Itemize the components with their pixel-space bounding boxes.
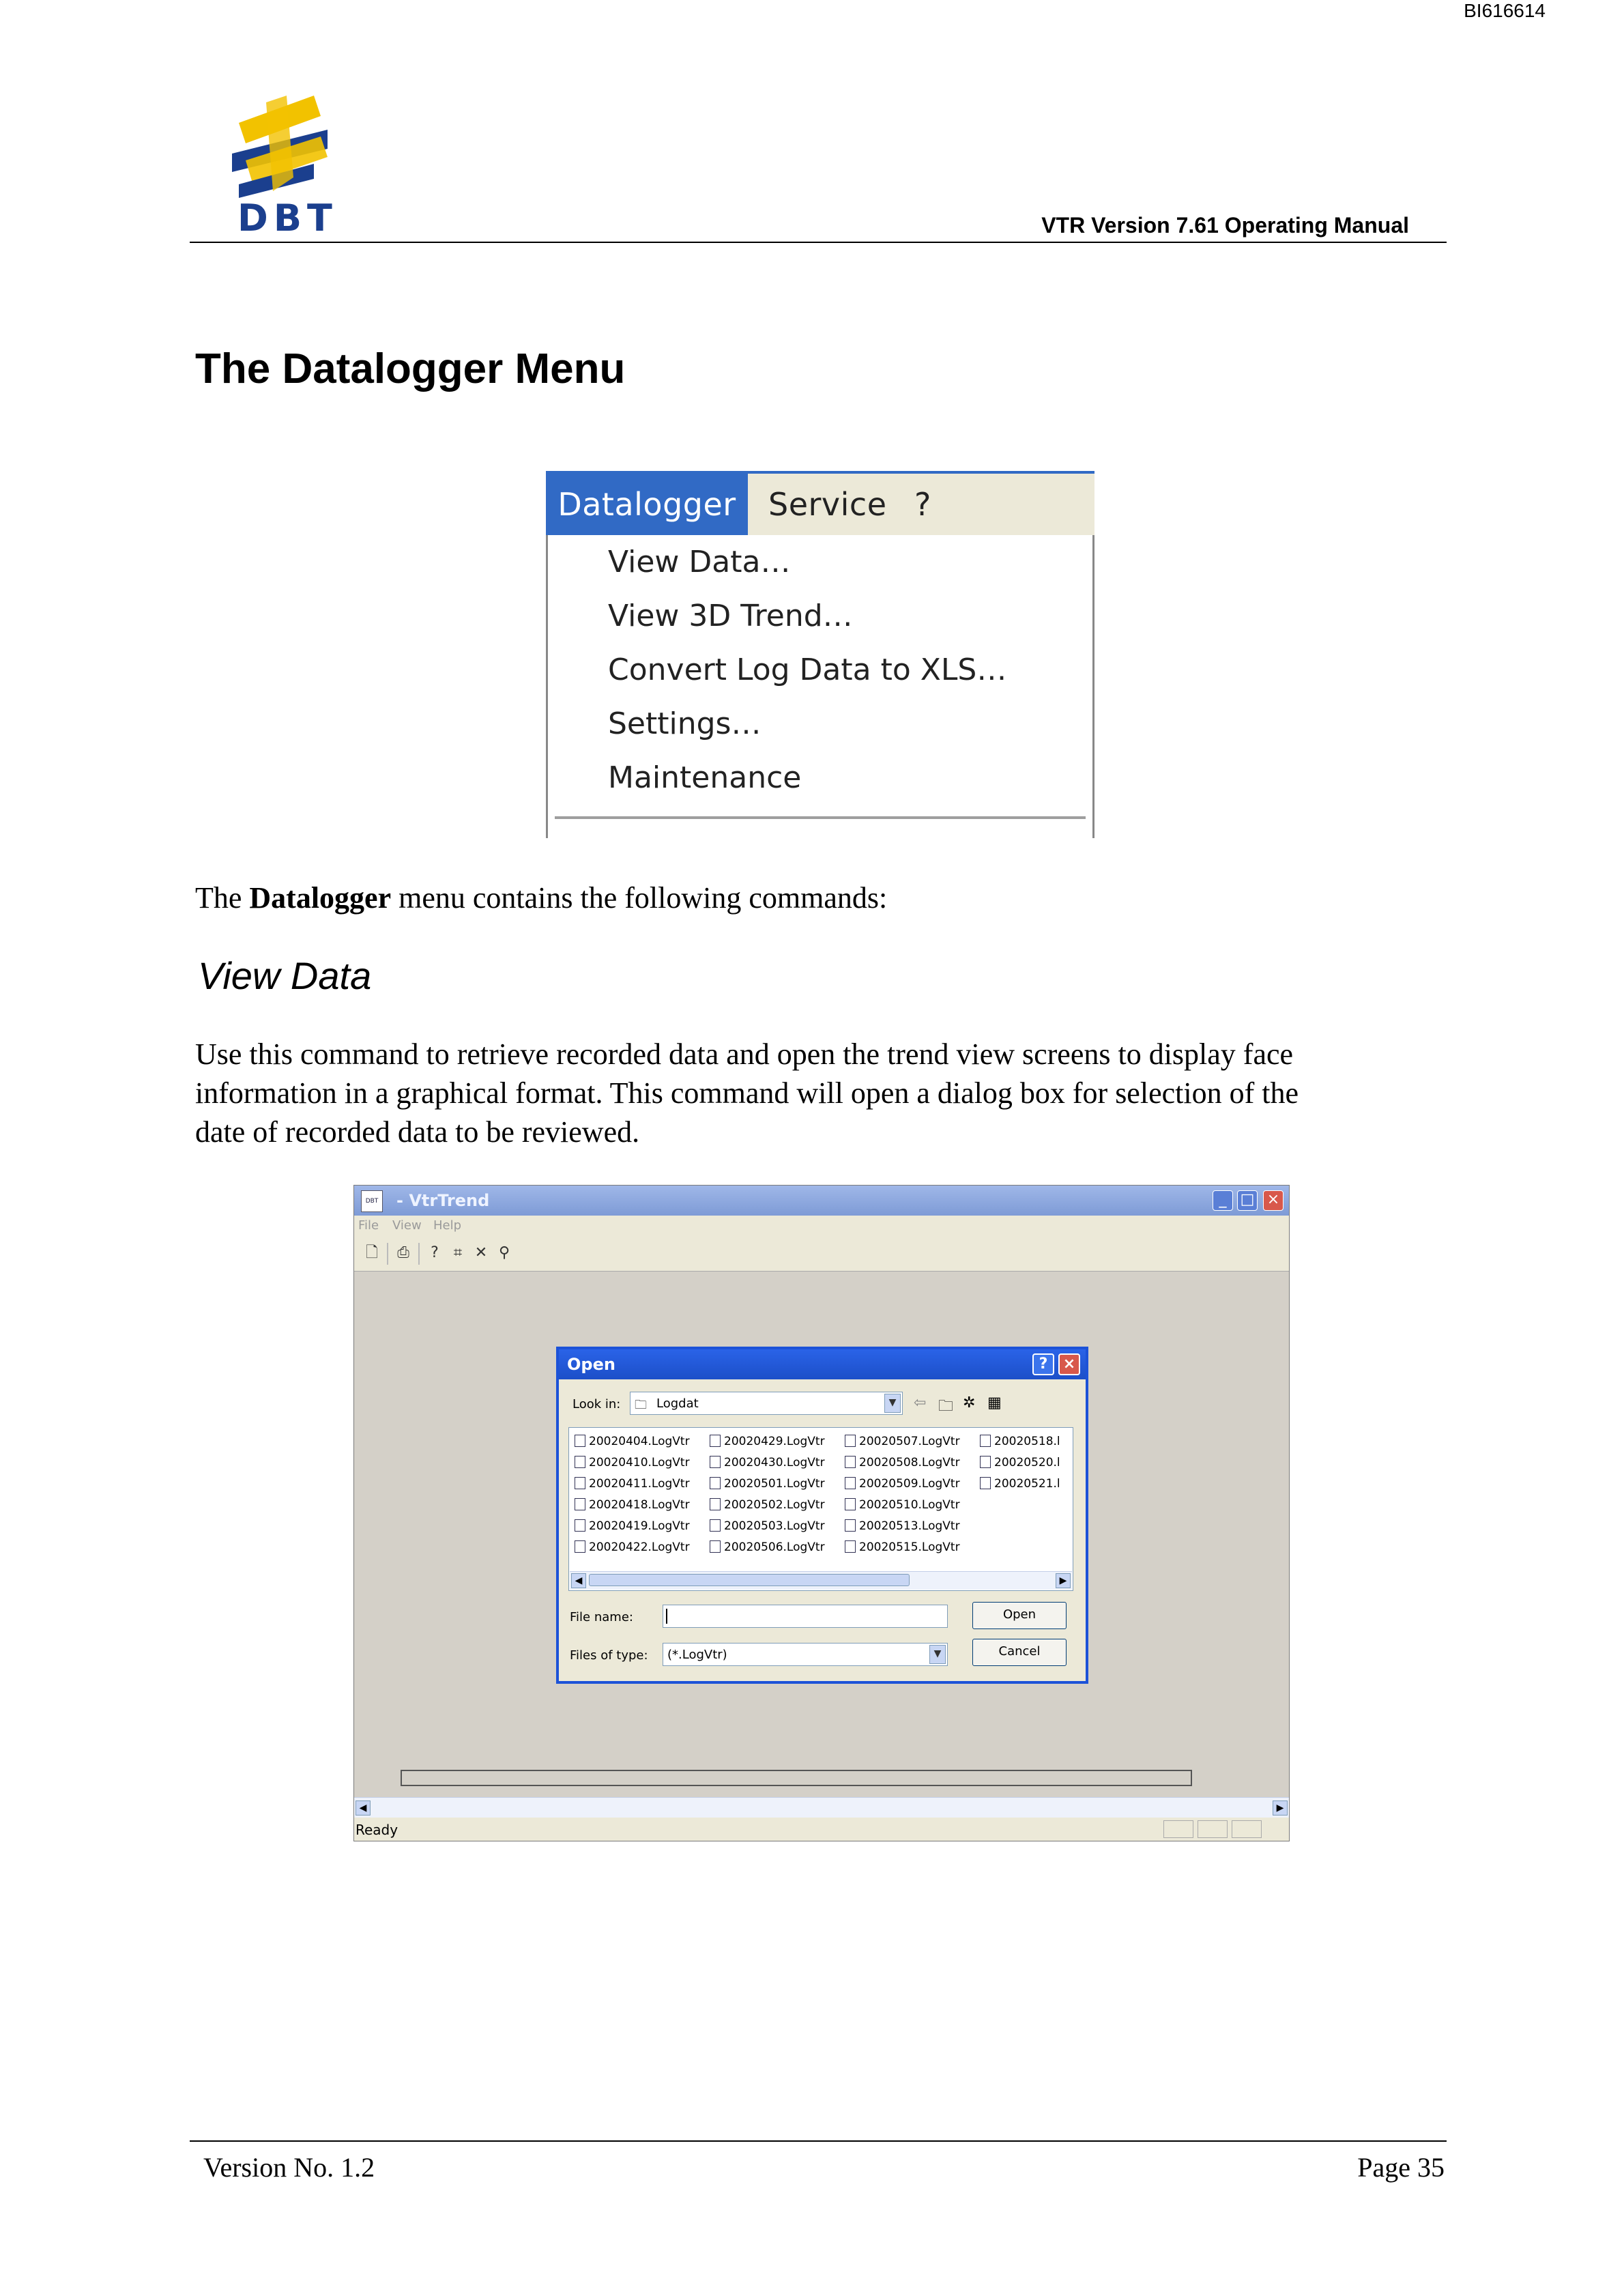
file-item[interactable]: 20020507.LogVtr (845, 1435, 960, 1456)
intro-text-post: menu contains the following commands: (391, 881, 888, 915)
datalogger-dropdown (546, 535, 1094, 838)
menu-item-view-data[interactable]: View Data… (608, 545, 791, 579)
file-icon (710, 1435, 721, 1447)
file-icon (575, 1477, 585, 1489)
app-menu-help[interactable]: Help (433, 1218, 462, 1233)
file-column (710, 1435, 825, 1562)
document-id: BI616614 (1464, 0, 1546, 21)
up-folder-icon[interactable]: 🗀 (938, 1398, 954, 1415)
file-icon (845, 1435, 856, 1447)
file-item[interactable]: 20020430.LogVtr (710, 1456, 825, 1477)
dialog-title: Open (567, 1355, 615, 1374)
file-icon (575, 1456, 585, 1468)
file-icon (575, 1540, 585, 1553)
manual-title: VTR Version 7.61 Operating Manual (1041, 213, 1409, 238)
cancel-button[interactable]: Cancel (972, 1639, 1067, 1666)
open-dialog (556, 1347, 1088, 1684)
window-scrollbar[interactable] (354, 1797, 1289, 1818)
menu-tab-help[interactable]: ? (914, 486, 931, 523)
minimize-button[interactable]: _ (1213, 1190, 1233, 1211)
new-icon[interactable]: 🗋 (366, 1244, 378, 1261)
app-menu-view[interactable]: View (392, 1218, 422, 1233)
file-icon (575, 1498, 585, 1510)
file-icon (980, 1435, 991, 1447)
file-item[interactable]: 20020501.LogVtr (710, 1477, 825, 1498)
look-in-dropdown[interactable] (630, 1392, 903, 1415)
logo-text: DBT (237, 197, 338, 240)
file-icon (845, 1477, 856, 1489)
look-in-label: Look in: (572, 1397, 621, 1411)
text-cursor (666, 1609, 667, 1624)
scrollbar-thumb[interactable] (589, 1574, 910, 1586)
chevron-down-icon[interactable]: ▼ (929, 1645, 946, 1664)
menu-tab-datalogger[interactable]: Datalogger (546, 474, 748, 535)
file-item[interactable]: 20020418.LogVtr (575, 1498, 690, 1519)
section-line: information in a graphical format. This command will open a dialog box for selection of the (195, 1076, 1299, 1110)
file-icon (845, 1519, 856, 1532)
file-item[interactable]: 20020508.LogVtr (845, 1456, 960, 1477)
look-in-value: Logdat (656, 1396, 699, 1411)
file-icon (710, 1456, 721, 1468)
page-title: The Datalogger Menu (195, 345, 626, 392)
file-item[interactable]: 20020510.LogVtr (845, 1498, 960, 1519)
zoom-fit-icon[interactable]: ✕ (474, 1244, 488, 1261)
file-name-input[interactable] (663, 1605, 948, 1628)
file-item[interactable]: 20020515.LogVtr (845, 1540, 960, 1562)
zoom-in-icon[interactable]: ⚲ (498, 1244, 510, 1261)
menu-bottom-border (555, 816, 1086, 820)
menu-item-maintenance[interactable]: Maintenance (608, 760, 802, 795)
toolbar-separator (418, 1243, 420, 1265)
scroll-left-icon[interactable]: ◀ (356, 1800, 371, 1816)
file-icon (845, 1456, 856, 1468)
intro-paragraph (195, 878, 1423, 917)
status-text: Ready (356, 1822, 398, 1838)
menu-tab-service[interactable]: Service (768, 486, 887, 523)
file-item[interactable]: 20020503.LogVtr (710, 1519, 825, 1540)
file-item[interactable]: 20020429.LogVtr (710, 1435, 825, 1456)
file-icon (980, 1477, 991, 1489)
version-number: Version No. 1.2 (203, 2152, 375, 2183)
file-item[interactable]: 20020506.LogVtr (710, 1540, 825, 1562)
file-type-dropdown[interactable] (663, 1643, 948, 1666)
file-item[interactable]: 20020419.LogVtr (575, 1519, 690, 1540)
file-item[interactable]: 20020509.LogVtr (845, 1477, 960, 1498)
menu-item-view-3d-trend[interactable]: View 3D Trend… (608, 599, 853, 633)
file-name-label: File name: (570, 1610, 633, 1624)
dialog-titlebar (559, 1349, 1086, 1379)
app-icon: DBT (361, 1190, 383, 1212)
scroll-right-icon[interactable]: ▶ (1056, 1573, 1071, 1588)
file-column (845, 1435, 960, 1562)
help-icon[interactable]: ? (431, 1244, 439, 1261)
file-icon (710, 1498, 721, 1510)
file-item[interactable]: 20020422.LogVtr (575, 1540, 690, 1562)
section-line: date of recorded data to be reviewed. (195, 1115, 640, 1149)
file-item[interactable]: 20020520.l (980, 1456, 1071, 1477)
scroll-left-icon[interactable]: ◀ (571, 1573, 586, 1588)
status-bar (354, 1818, 1289, 1841)
file-column (980, 1435, 1071, 1498)
open-button[interactable]: Open (972, 1602, 1067, 1629)
section-heading: View Data (198, 954, 372, 997)
menu-item-convert-xls[interactable]: Convert Log Data to XLS… (608, 652, 1007, 687)
view-menu-icon[interactable]: ▦ (987, 1394, 1002, 1411)
print-icon[interactable]: ⎙ (397, 1244, 409, 1261)
close-button[interactable]: × (1263, 1190, 1284, 1211)
file-item[interactable]: 20020521.l (980, 1477, 1071, 1498)
page-number: Page 35 (1357, 2152, 1445, 2183)
file-item[interactable]: 20020513.LogVtr (845, 1519, 960, 1540)
dialog-close-button[interactable]: × (1058, 1353, 1080, 1375)
app-menubar (354, 1216, 1289, 1237)
scroll-right-icon[interactable]: ▶ (1273, 1800, 1288, 1816)
file-list-scrollbar[interactable] (570, 1571, 1072, 1590)
datalogger-menu-screenshot (546, 471, 1094, 838)
status-cell (1163, 1820, 1193, 1838)
status-cell (1232, 1820, 1262, 1838)
dialog-help-button[interactable]: ? (1032, 1353, 1054, 1375)
file-icon (710, 1519, 721, 1532)
file-icon (845, 1498, 856, 1510)
file-icon (845, 1540, 856, 1553)
file-item[interactable]: 20020404.LogVtr (575, 1435, 690, 1456)
file-item[interactable]: 20020502.LogVtr (710, 1498, 825, 1519)
file-item[interactable]: 20020518.l (980, 1435, 1071, 1456)
file-icon (710, 1540, 721, 1553)
chevron-down-icon[interactable]: ▼ (884, 1394, 901, 1413)
new-folder-icon[interactable]: ✲ (963, 1394, 976, 1411)
dbt-logo (225, 96, 338, 240)
toolbar-separator (387, 1243, 388, 1265)
app-menu-file[interactable]: File (358, 1218, 379, 1233)
window-title: - VtrTrend (396, 1191, 490, 1210)
section-paragraph (195, 1035, 1423, 1151)
maximize-button[interactable]: □ (1237, 1190, 1258, 1211)
status-cell (1198, 1820, 1228, 1838)
vtrtrend-window-screenshot (353, 1185, 1290, 1841)
section-line: Use this command to retrieve recorded data and open the trend view screens to display face (195, 1037, 1294, 1071)
file-icon (575, 1519, 585, 1532)
intro-text-pre: The (195, 881, 250, 915)
file-column (575, 1435, 690, 1562)
back-icon[interactable]: ⇦ (914, 1394, 927, 1411)
progress-bar (401, 1770, 1192, 1786)
fit-icon[interactable]: ⌗ (453, 1244, 463, 1261)
file-icon (710, 1477, 721, 1489)
file-item[interactable]: 20020411.LogVtr (575, 1477, 690, 1498)
footer-rule (190, 2140, 1447, 2142)
intro-text-bold: Datalogger (249, 881, 392, 915)
file-type-value: (*.LogVtr) (667, 1648, 727, 1662)
menu-bar (546, 471, 1094, 535)
file-item[interactable]: 20020410.LogVtr (575, 1456, 690, 1477)
app-toolbar (354, 1237, 1289, 1272)
file-type-label: Files of type: (570, 1648, 648, 1663)
file-icon (980, 1456, 991, 1468)
folder-icon: 🗀 (635, 1398, 647, 1412)
file-icon (575, 1435, 585, 1447)
menu-item-settings[interactable]: Settings… (608, 706, 762, 741)
window-titlebar (354, 1186, 1289, 1216)
header-rule (190, 242, 1447, 243)
file-list (568, 1427, 1073, 1591)
